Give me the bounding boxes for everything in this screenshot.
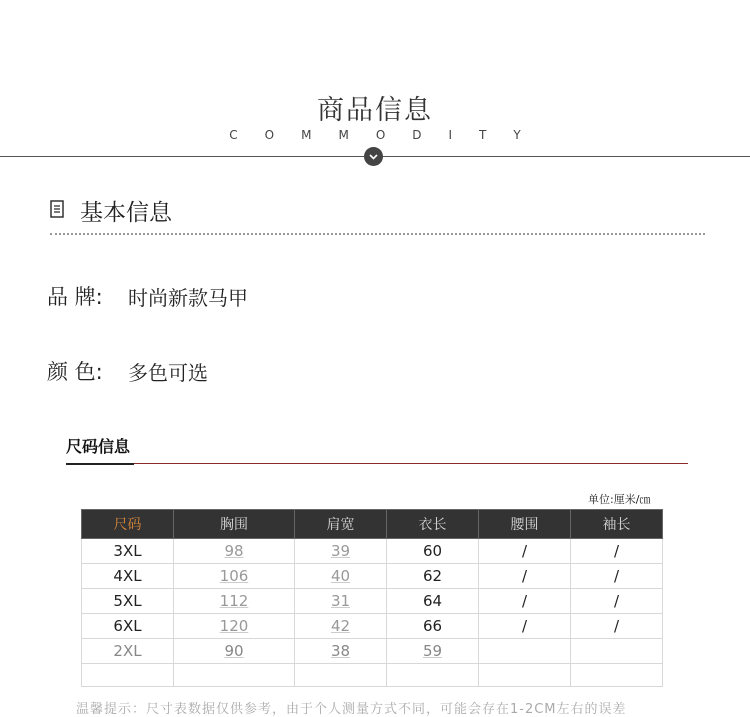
- color-value: 多色可选: [128, 361, 208, 385]
- document-icon: [50, 200, 64, 218]
- table-cell: /: [571, 589, 663, 614]
- table-cell: 62: [387, 564, 479, 589]
- table-row: [82, 564, 663, 589]
- table-row: [82, 639, 663, 664]
- column-header: 尺码: [82, 510, 174, 539]
- unit-label: 单位:厘米/㎝: [588, 493, 651, 506]
- column-header: 腰围: [479, 510, 571, 539]
- table-cell: 59: [387, 639, 479, 664]
- table-cell: 90: [174, 639, 295, 664]
- brand-label: 品 牌:: [47, 285, 103, 309]
- brand-value: 时尚新款马甲: [128, 286, 248, 310]
- page-subtitle: COMMODITY: [229, 128, 548, 142]
- table-header-row: [82, 510, 663, 539]
- table-cell: 64: [387, 589, 479, 614]
- table-cell: 112: [174, 589, 295, 614]
- dotted-divider: [50, 233, 705, 235]
- column-header: 袖长: [571, 510, 663, 539]
- table-cell: /: [571, 614, 663, 639]
- basic-info-title: 基本信息: [80, 200, 172, 226]
- table-cell: 106: [174, 564, 295, 589]
- page-title: 商品信息: [317, 95, 433, 126]
- table-row-empty: [82, 664, 663, 687]
- table-cell: 60: [387, 539, 479, 564]
- table-cell: /: [479, 564, 571, 589]
- table-cell: 42: [295, 614, 387, 639]
- table-cell: /: [479, 589, 571, 614]
- column-header: 肩宽: [295, 510, 387, 539]
- table-cell: 4XL: [82, 564, 174, 589]
- table-cell: 2XL: [82, 639, 174, 664]
- color-label: 颜 色:: [47, 360, 103, 384]
- size-info-title: 尺码信息: [66, 437, 131, 456]
- table-cell: /: [479, 614, 571, 639]
- table-cell: /: [571, 564, 663, 589]
- table-cell: 31: [295, 589, 387, 614]
- size-table: [81, 509, 663, 687]
- table-cell: 120: [174, 614, 295, 639]
- table-cell: 66: [387, 614, 479, 639]
- table-row: [82, 589, 663, 614]
- table-cell: [479, 639, 571, 664]
- size-divider: [134, 463, 688, 464]
- table-cell: 38: [295, 639, 387, 664]
- column-header: 胸围: [174, 510, 295, 539]
- column-header: 衣长: [387, 510, 479, 539]
- footer-note: 温馨提示：尺寸表数据仅供参考，由于个人测量方式不同，可能会存在1-2CM左右的误差: [76, 702, 627, 717]
- table-cell: /: [571, 539, 663, 564]
- table-cell: 39: [295, 539, 387, 564]
- table-cell: 40: [295, 564, 387, 589]
- table-cell: 5XL: [82, 589, 174, 614]
- table-row: [82, 614, 663, 639]
- table-row: [82, 539, 663, 564]
- table-cell: 3XL: [82, 539, 174, 564]
- table-cell: 98: [174, 539, 295, 564]
- table-cell: [571, 639, 663, 664]
- table-cell: /: [479, 539, 571, 564]
- table-cell: 6XL: [82, 614, 174, 639]
- chevron-down-icon: [364, 147, 383, 166]
- size-title-underline: [66, 463, 134, 465]
